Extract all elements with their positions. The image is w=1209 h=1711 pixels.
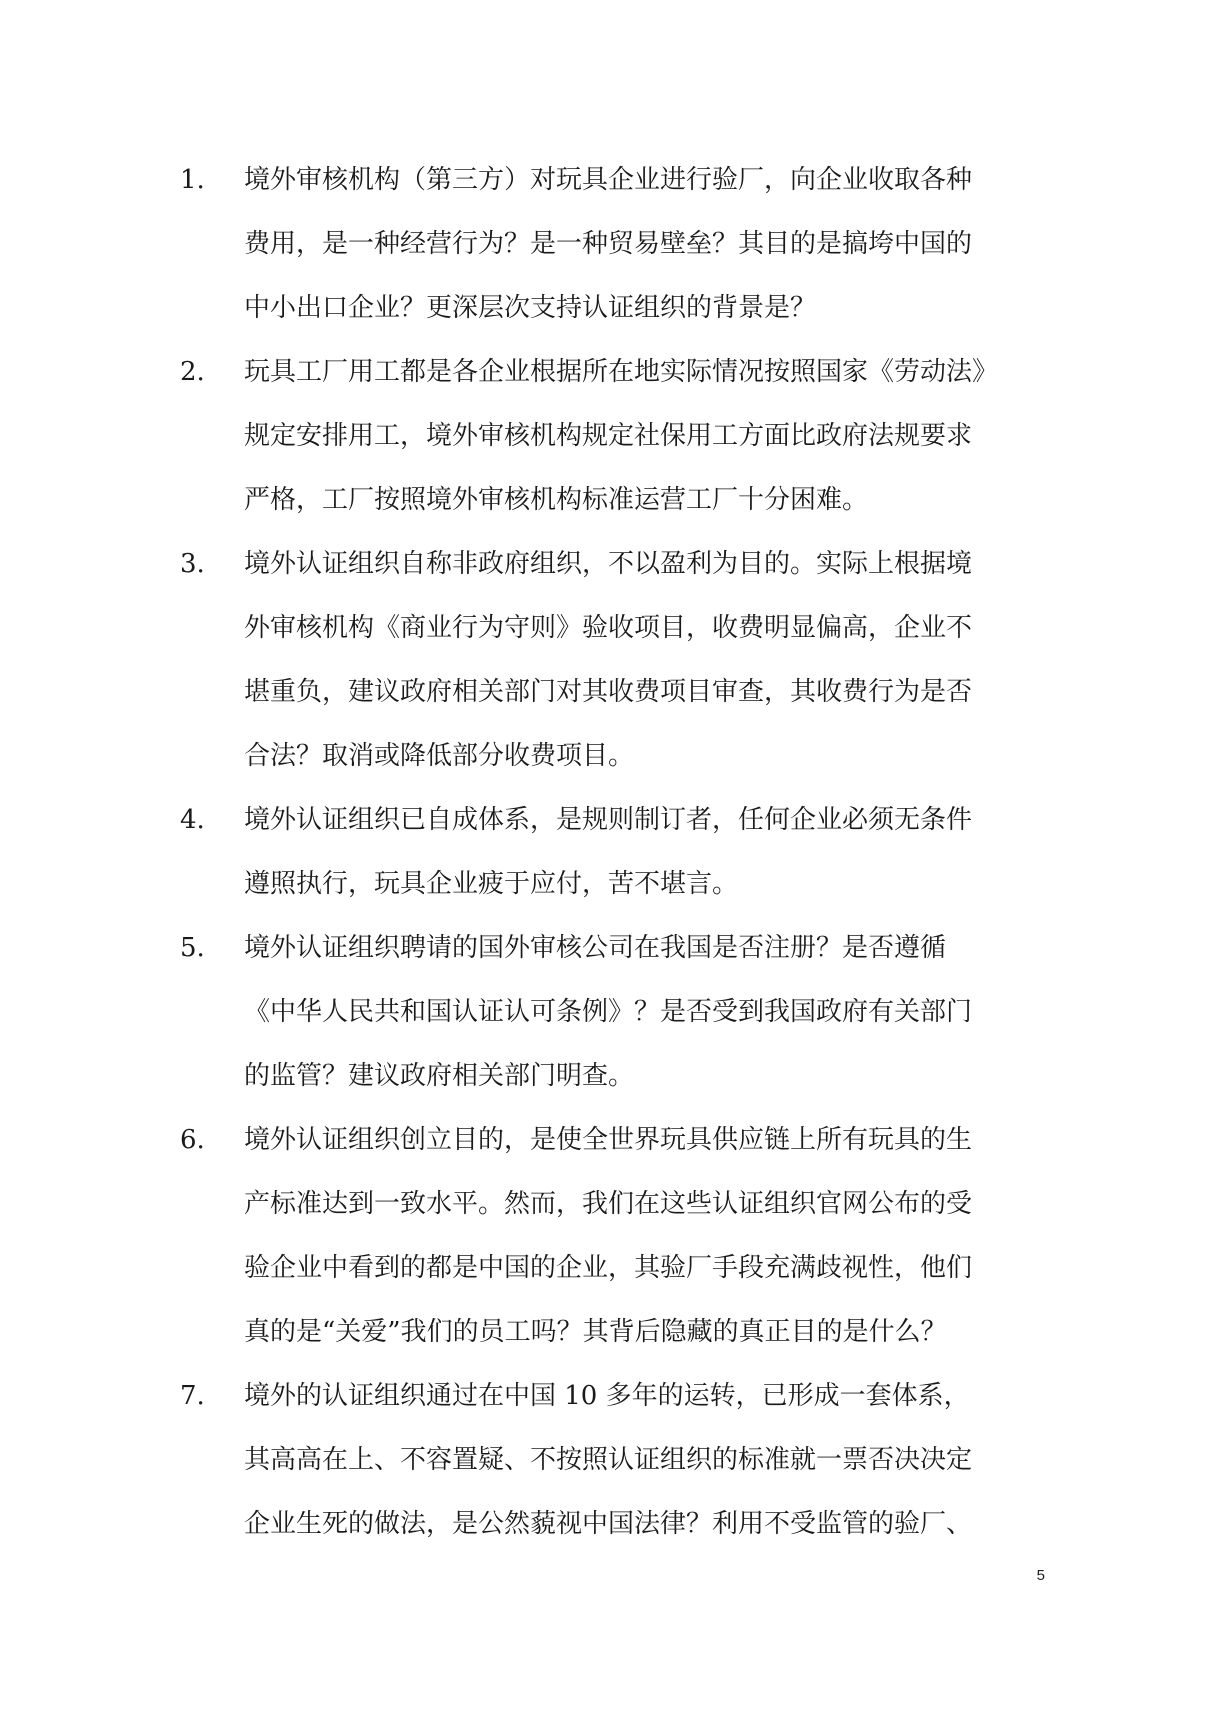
text-line: 严格，工厂按照境外审核机构标准运营工厂十分困难。 — [244, 485, 869, 515]
list-item-number: 4. — [180, 805, 205, 835]
list-item-number: 7. — [180, 1381, 205, 1411]
text-line: 境外认证组织已自成体系，是规则制订者，任何企业必须无条件 — [244, 805, 973, 835]
text-line: 境外认证组织创立目的，是使全世界玩具供应链上所有玩具的生 — [244, 1125, 973, 1155]
text-line: 境外的认证组织通过在中国 10 多年的运转，已形成一套体系， — [244, 1381, 970, 1411]
text-line: 产标准达到一致水平。然而，我们在这些认证组织官网公布的受 — [244, 1189, 973, 1219]
list-item — [180, 1108, 1060, 1364]
text-line: 规定安排用工，境外审核机构规定社保用工方面比政府法规要求 — [244, 421, 973, 451]
text-line: 企业生死的做法，是公然藐视中国法律？利用不受监管的验厂、 — [244, 1509, 973, 1539]
numbered-list — [180, 148, 1060, 1556]
list-item-text — [244, 340, 1060, 532]
text-line: 验企业中看到的都是中国的企业，其验厂手段充满歧视性，他们 — [244, 1253, 973, 1283]
text-line: 堪重负，建议政府相关部门对其收费项目审查，其收费行为是否 — [244, 677, 973, 707]
list-item-text — [244, 788, 1060, 916]
list-item-number: 6. — [180, 1125, 205, 1155]
list-item — [180, 148, 1060, 340]
list-item-text — [244, 1364, 1060, 1556]
list-item-number: 5. — [180, 933, 205, 963]
list-item-text — [244, 532, 1060, 788]
list-item — [180, 916, 1060, 1108]
text-line: 境外认证组织自称非政府组织，不以盈利为目的。实际上根据境 — [244, 549, 973, 579]
page-number: 5 — [1036, 1567, 1045, 1584]
list-item-text — [244, 916, 1060, 1108]
text-line: 合法？取消或降低部分收费项目。 — [244, 741, 635, 771]
text-line: 费用，是一种经营行为？是一种贸易壁垒？其目的是搞垮中国的 — [244, 229, 973, 259]
list-item-number: 2. — [180, 357, 205, 387]
text-line: 遵照执行，玩具企业疲于应付，苦不堪言。 — [244, 869, 739, 899]
text-line: 《中华人民共和国认证认可条例》？是否受到我国政府有关部门 — [244, 997, 973, 1027]
list-item — [180, 788, 1060, 916]
list-item — [180, 532, 1060, 788]
text-line: 玩具工厂用工都是各企业根据所在地实际情况按照国家《劳动法》 — [244, 357, 999, 387]
text-line: 境外审核机构（第三方）对玩具企业进行验厂，向企业收取各种 — [244, 165, 973, 195]
text-line: 境外认证组织聘请的国外审核公司在我国是否注册？是否遵循 — [244, 933, 947, 963]
list-item-number: 3. — [180, 549, 205, 579]
text-line: 其高高在上、不容置疑、不按照认证组织的标准就一票否决决定 — [244, 1445, 973, 1475]
text-line: 真的是“关爱”我们的员工吗？其背后隐藏的真正目的是什么？ — [244, 1317, 947, 1347]
list-item-text — [244, 148, 1060, 340]
text-line: 外审核机构《商业行为守则》验收项目，收费明显偏高，企业不 — [244, 613, 973, 643]
list-item — [180, 1364, 1060, 1556]
list-item-text — [244, 1108, 1060, 1364]
text-line: 中小出口企业？更深层次支持认证组织的背景是？ — [244, 293, 817, 323]
text-line: 的监管？建议政府相关部门明查。 — [244, 1061, 635, 1091]
list-item-number: 1. — [180, 165, 205, 195]
list-item — [180, 340, 1060, 532]
